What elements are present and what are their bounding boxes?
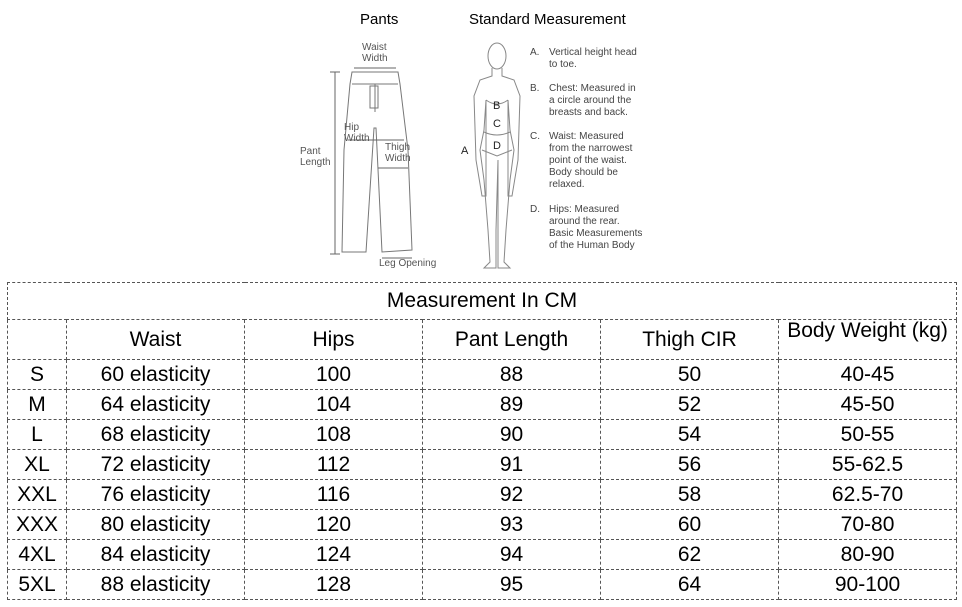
step-c-text: Waist: Measured from the narrowest point of the waist. Body should be relaxed. [549, 131, 633, 190]
hip-width-label: Hip Width [344, 122, 370, 144]
thigh-cir-cell: 56 [601, 450, 779, 480]
table-row [8, 480, 957, 510]
table-row [8, 450, 957, 480]
size-illustration [0, 0, 962, 280]
pant-length-cell: 95 [423, 570, 601, 600]
body-letter-c: C [493, 118, 501, 130]
pant-length-label: Pant Length [300, 146, 331, 168]
step-c-letter: C. [530, 131, 540, 142]
standard-heading: Standard Measurement [469, 11, 626, 28]
body-weight-cell: 40-45 [779, 360, 957, 390]
pant-length-cell: 92 [423, 480, 601, 510]
body-weight-cell: 70-80 [779, 510, 957, 540]
pant-length-cell: 90 [423, 420, 601, 450]
waist-cell: 72 elasticity [67, 450, 245, 480]
step-b-text: Chest: Measured in a circle around the breasts and back. [549, 83, 636, 118]
hips-cell: 112 [245, 450, 423, 480]
step-d-text: Hips: Measured around the rear. Basic Measurements of the Human Body [549, 204, 643, 251]
thigh-cir-cell: 52 [601, 390, 779, 420]
size-cell: XXL [8, 480, 67, 510]
size-cell: 5XL [8, 570, 67, 600]
hips-cell: 120 [245, 510, 423, 540]
hips-cell: 100 [245, 360, 423, 390]
body-weight-cell: 62.5-70 [779, 480, 957, 510]
leg-opening-label: Leg Opening [379, 258, 437, 269]
hips-cell: 108 [245, 420, 423, 450]
table-title-row [8, 283, 957, 320]
waist-cell: 76 elasticity [67, 480, 245, 510]
thigh-cir-cell: 62 [601, 540, 779, 570]
size-chart-table [7, 282, 957, 600]
body-outline [474, 43, 520, 268]
thigh-cir-cell: 60 [601, 510, 779, 540]
step-a-text: Vertical height head to toe. [549, 47, 637, 70]
waist-cell: 88 elasticity [67, 570, 245, 600]
body-weight-cell: 55-62.5 [779, 450, 957, 480]
step-b-letter: B. [530, 83, 540, 94]
thigh-cir-cell: 54 [601, 420, 779, 450]
body-weight-cell: 90-100 [779, 570, 957, 600]
table-row [8, 360, 957, 390]
pant-length-cell: 93 [423, 510, 601, 540]
hips-cell: 104 [245, 390, 423, 420]
waist-cell: 68 elasticity [67, 420, 245, 450]
table-row [8, 510, 957, 540]
pant-length-cell: 88 [423, 360, 601, 390]
waist-width-label: Waist Width [362, 42, 388, 64]
size-cell: S [8, 360, 67, 390]
waist-cell: 84 elasticity [67, 540, 245, 570]
pant-length-cell: 91 [423, 450, 601, 480]
table-row [8, 540, 957, 570]
body-weight-cell: 80-90 [779, 540, 957, 570]
thigh-cir-cell: 58 [601, 480, 779, 510]
pants-and-body-drawing [0, 0, 962, 280]
hips-cell: 124 [245, 540, 423, 570]
size-cell: L [8, 420, 67, 450]
size-cell: M [8, 390, 67, 420]
column-header-size [8, 320, 67, 360]
table-row [8, 390, 957, 420]
pant-length-cell: 89 [423, 390, 601, 420]
pants-heading: Pants [360, 11, 399, 28]
thigh-cir-cell: 50 [601, 360, 779, 390]
step-d-letter: D. [530, 204, 540, 215]
table-title: Measurement In CM [8, 283, 957, 320]
size-cell: XXX [8, 510, 67, 540]
body-letter-d: D [493, 140, 501, 152]
table-header-row [8, 320, 957, 360]
table-row [8, 570, 957, 600]
body-letter-b: B [493, 100, 501, 112]
thigh-width-label: Thigh Width [385, 142, 411, 164]
pant-length-cell: 94 [423, 540, 601, 570]
body-letter-a: A [461, 145, 469, 157]
size-cell: XL [8, 450, 67, 480]
column-header-hips: Hips [245, 320, 423, 360]
column-header-pant-length: Pant Length [423, 320, 601, 360]
hips-cell: 128 [245, 570, 423, 600]
column-header-thigh-cir: Thigh CIR [601, 320, 779, 360]
waist-cell: 60 elasticity [67, 360, 245, 390]
hips-cell: 116 [245, 480, 423, 510]
column-header-body-weight: Body Weight (kg) [779, 320, 957, 360]
thigh-cir-cell: 64 [601, 570, 779, 600]
waist-cell: 80 elasticity [67, 510, 245, 540]
waist-cell: 64 elasticity [67, 390, 245, 420]
body-weight-cell: 50-55 [779, 420, 957, 450]
step-a-letter: A. [530, 47, 540, 58]
size-cell: 4XL [8, 540, 67, 570]
body-weight-cell: 45-50 [779, 390, 957, 420]
column-header-waist: Waist [67, 320, 245, 360]
table-row [8, 420, 957, 450]
